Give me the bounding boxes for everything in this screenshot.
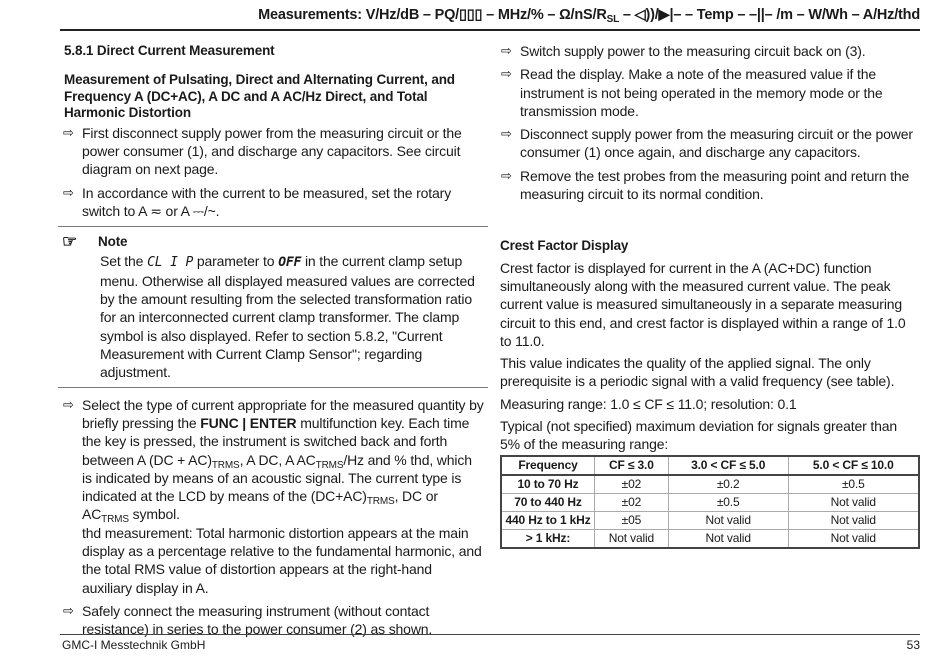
note-text-part: in the current clamp setup menu. Otherwise all displayed measured values are corrected by the amount resulting from the selected transformation ratio for an interconnected current clamp transformer. The clamp symbol is also displayed. Refer to section 5.8.2, "Current Measurement with Current Clamp Sensor"; regarding adjustment.: [100, 252, 475, 381]
table-cell: Not valid: [668, 511, 788, 529]
arrow-bullet-icon: ⇨: [501, 167, 512, 183]
subscript: TRMS: [315, 459, 344, 471]
deviation-text: Typical (not specified) maximum deviation for signals greater than 5% of the measuring range:: [500, 418, 898, 453]
arrow-bullet-icon: ⇨: [501, 43, 512, 58]
note-title: Note: [98, 234, 128, 250]
table-cell: Not valid: [788, 529, 919, 548]
note-text-part: Set the: [100, 252, 148, 269]
page-header: [60, 5, 920, 25]
list-item: [500, 42, 920, 60]
func-enter-key-label: FUNC | ENTER: [200, 414, 297, 431]
table-header-row: [501, 456, 919, 475]
table-row: [501, 511, 919, 529]
table-header: 3.0 < CF ≤ 5.0: [668, 456, 788, 475]
bullet-text: /Hz and % thd, which is indicated by means of an acoustic signal. The current type is indicated at the LCD by means of the (DC+AC): [82, 451, 472, 505]
crest-paragraph: This value indicates the quality of the applied signal. The only prerequisite is a periodic signal with a valid frequency (see table).: [500, 355, 895, 390]
pointing-hand-icon: ☞: [62, 232, 78, 252]
arrow-bullet-icon: ⇨: [63, 602, 74, 618]
section-title: 5.8.1 Direct Current Measurement: [64, 43, 275, 58]
list-item: [62, 124, 484, 179]
subheading: Measurement of Pulsating, Direct and Alternating Current, and Frequency A (DC+AC), A DC and A AC/Hz Direct, and Total Harmonic Distortion: [64, 72, 455, 121]
bullet-text: , DC or AC: [82, 488, 438, 523]
table-header: Frequency: [501, 456, 595, 475]
arrow-bullet-icon: ⇨: [501, 126, 512, 142]
table-row: [501, 529, 919, 548]
right-column: [500, 42, 920, 549]
list-item: [500, 167, 920, 204]
left-column: [62, 42, 484, 644]
table-cell: ±05: [595, 511, 669, 529]
bullet-text: Remove the test probes from the measuring point and return the measuring circuit to its normal condition.: [520, 167, 910, 203]
bullet-text: symbol.: [128, 506, 180, 523]
note-box: [58, 226, 488, 387]
bullet-text: Disconnect supply power from the measuring circuit or the power consumer (1) once again, and discharge any capacitors.: [520, 126, 913, 161]
table-cell: ±02: [595, 493, 669, 511]
bullet-text: Read the display. Make a note of the measured value if the instrument is not being operated in the memory mode or the transmission mode.: [520, 66, 883, 119]
crest-paragraph: Crest factor is displayed for current in the A (AC+DC) function simultaneously along with the measured current value. The peak current value is measured simultaneously in a separate measuring circuit to this end, and crest factor is displayed within a range of 1.0 to 11.0.: [500, 259, 906, 349]
measuring-range-text: Measuring range: 1.0 ≤ CF ≤ 11.0; resolution: 0.1: [500, 395, 797, 412]
table-cell: ±0.5: [788, 475, 919, 494]
table-row: [501, 475, 919, 494]
lcd-clip-parameter: CL I P: [147, 254, 194, 270]
list-item: [500, 65, 920, 120]
subscript: TRMS: [101, 514, 129, 526]
bullet-text: Safely connect the measuring instrument (without contact resistance) in series to the power consumer (2) as shown.: [82, 602, 433, 638]
arrow-bullet-icon: ⇨: [63, 184, 74, 200]
arrow-bullet-icon: ⇨: [501, 66, 512, 82]
page-number: 53: [906, 638, 920, 652]
thd-text: thd measurement: Total harmonic distortion appears at the main display as a percentage relative to the fundamental harmonic, and the total RMS value of distortion appears at the right-hand auxiliary display in A.: [82, 524, 482, 596]
table-cell: 10 to 70 Hz: [501, 475, 595, 494]
list-item: [500, 125, 920, 162]
table-header: CF ≤ 3.0: [595, 456, 669, 475]
bullet-text: multifunction key. Each time the key is pressed, the instrument is switched back and forth between A (DC + AC): [82, 414, 470, 468]
header-title-tail: – ◁))/▶|– – Temp – –||– /m – W/Wh – A/Hz/thd: [618, 7, 920, 23]
list-item: [62, 184, 484, 221]
table-cell: > 1 kHz:: [501, 529, 595, 548]
note-text-part: parameter to: [193, 252, 279, 269]
footer-rule: [60, 634, 920, 635]
list-item: [62, 396, 484, 597]
subscript: TRMS: [366, 496, 395, 508]
table-cell: ±0.5: [668, 493, 788, 511]
arrow-bullet-icon: ⇨: [63, 396, 74, 412]
lcd-off-value: OFF: [278, 254, 302, 270]
note-text: [62, 252, 484, 382]
table-cell: 440 Hz to 1 kHz: [501, 511, 595, 529]
crest-factor-heading: Crest Factor Display: [500, 238, 629, 254]
table-cell: Not valid: [595, 529, 669, 548]
arrow-bullet-icon: ⇨: [63, 124, 74, 140]
header-title: Measurements: V/Hz/dB – PQ/▯▯▯ – MHz/% – Ω/nS/R: [258, 7, 607, 23]
footer-company: GMC-I Messtechnik GmbH: [62, 638, 206, 652]
bullet-text: First disconnect supply power from the measuring circuit or the power consumer (1), and discharge any capacitors. See circuit diagram on next page.: [82, 124, 462, 178]
header-title-subscript: SL: [606, 14, 619, 25]
bullet-text: Select the type of current appropriate for the measured quantity by briefly pressing the: [82, 396, 484, 431]
bullet-text: , A DC, A AC: [239, 451, 316, 468]
table-cell: Not valid: [668, 529, 788, 548]
table-cell: ±0.2: [668, 475, 788, 494]
table-cell: Not valid: [788, 511, 919, 529]
bullet-text: Switch supply power to the measuring circuit back on (3).: [520, 43, 866, 59]
table-row: [501, 493, 919, 511]
note-heading: [62, 233, 484, 251]
table-cell: 70 to 440 Hz: [501, 493, 595, 511]
bullet-text: In accordance with the current to be measured, set the rotary switch to A ≂ or A ⎓/~.: [82, 184, 452, 219]
table-cell: Not valid: [788, 493, 919, 511]
table-header: 5.0 < CF ≤ 10.0: [788, 456, 919, 475]
crest-factor-table: [500, 455, 920, 549]
header-rule: [60, 29, 920, 31]
table-cell: ±02: [595, 475, 669, 494]
subscript: TRMS: [211, 459, 240, 471]
